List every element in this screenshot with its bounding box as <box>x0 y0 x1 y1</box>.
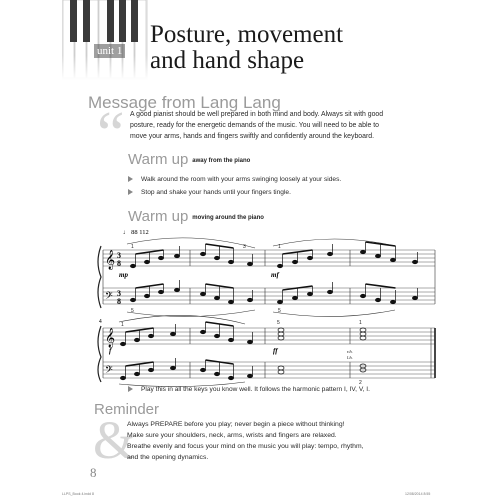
time-sig-top: 3 <box>117 289 121 298</box>
fingering: 5 <box>278 308 281 314</box>
reminder-line: Make sure your shoulders, neck, arms, wrists and fingers are relaxed. <box>127 432 337 439</box>
arrow-bullet-icon <box>128 176 133 182</box>
fingering: 1 <box>278 244 281 250</box>
message-line: posture, ready for the energetic demands of the music. You will need to be able to <box>130 122 379 129</box>
bass-clef-icon: 𝄢 <box>105 290 113 304</box>
notes-treble-2 <box>120 322 366 346</box>
dynamic-marking: mf <box>271 271 279 279</box>
piano-keys-graphic <box>62 0 148 80</box>
message-heading: Message from Lang Lang <box>88 93 281 112</box>
instruction-text: Play this in all the keys you know well. It follows the harmonic pattern I, IV, V, I. <box>141 386 370 393</box>
dynamic-marking: mp <box>119 271 128 279</box>
bullet-text: Stop and shake your hands until your fingers tingle. <box>141 189 291 196</box>
fingering: 5 <box>277 320 280 326</box>
page-title <box>150 22 430 74</box>
reminder-line: Breathe evenly and focus your mind on the music you will play: tempo, rhythm, <box>127 443 364 450</box>
warm-up-title: Warm up <box>128 151 189 168</box>
hand-label: l.h. <box>347 355 353 360</box>
unit-label: unit 1 <box>94 44 125 58</box>
time-sig-top: 3 <box>117 251 121 260</box>
bullet-item <box>128 176 341 183</box>
footer-date: 12/08/2014 8:55 <box>405 492 431 496</box>
hand-label: r.h. <box>347 349 353 354</box>
dynamic-marking: f <box>109 347 112 355</box>
fingering: 1 <box>121 322 124 328</box>
notes-bass-2 <box>120 358 366 380</box>
brace <box>98 326 101 382</box>
fingering: 3 <box>243 244 246 250</box>
ampersand-graphic: & <box>93 410 136 470</box>
time-sig-bottom: 8 <box>117 259 121 268</box>
warm-up-subtitle: away from the piano <box>192 158 251 164</box>
reminder-text <box>127 419 437 463</box>
treble-staff-1 <box>103 250 435 266</box>
fingering: 2 <box>359 380 362 386</box>
brace <box>98 246 101 308</box>
message-line: move your arms, hands and fingers swiftly and confidently around the keyboard. <box>130 133 374 140</box>
warm-up-subtitle: moving around the piano <box>192 215 264 221</box>
treble-clef-icon: 𝄞 <box>105 328 116 348</box>
reminder-line: Always PREPARE before you play; never begin a piece without thinking! <box>127 421 345 428</box>
arrow-bullet-icon <box>128 189 133 195</box>
message-line: A good pianist should be well prepared in both mind and body. Always sit with good <box>130 111 384 118</box>
bullet-item <box>128 189 291 196</box>
page-number: 8 <box>90 465 97 480</box>
arrow-bullet-icon <box>128 386 133 392</box>
warm-up-heading-1 <box>128 151 250 169</box>
fingering: 5 <box>131 308 134 314</box>
treble-clef-icon: 𝄞 <box>105 250 116 270</box>
page-title-line1: Posture, movement <box>150 21 344 48</box>
slur <box>273 239 395 246</box>
slur <box>273 310 395 317</box>
fingering: 1 <box>131 244 134 250</box>
sheet-music <box>95 222 440 386</box>
time-sig-bottom: 8 <box>117 297 121 306</box>
warm-up-title: Warm up <box>128 208 189 225</box>
message-text <box>130 109 435 142</box>
measure-number: 4 <box>99 319 102 325</box>
quote-mark: “ <box>97 100 125 168</box>
page-title-line2: and hand shape <box>150 47 305 74</box>
bass-staff-1 <box>103 288 435 304</box>
bass-clef-icon: 𝄢 <box>105 364 113 378</box>
reminder-line: and the opening dynamics. <box>127 454 209 461</box>
bullet-text: Walk around the room with your arms swinging loosely at your sides. <box>141 176 342 183</box>
dynamic-marking: ff <box>273 347 278 355</box>
tempo-marking: ♩ 88 112 <box>123 229 149 236</box>
fingering: 1 <box>359 320 362 326</box>
reminder-heading: Reminder <box>94 401 160 418</box>
instruction-item <box>128 386 370 393</box>
slur <box>127 238 255 248</box>
footer-file-info: LLPS_Book 4.indd 8 <box>62 492 94 496</box>
